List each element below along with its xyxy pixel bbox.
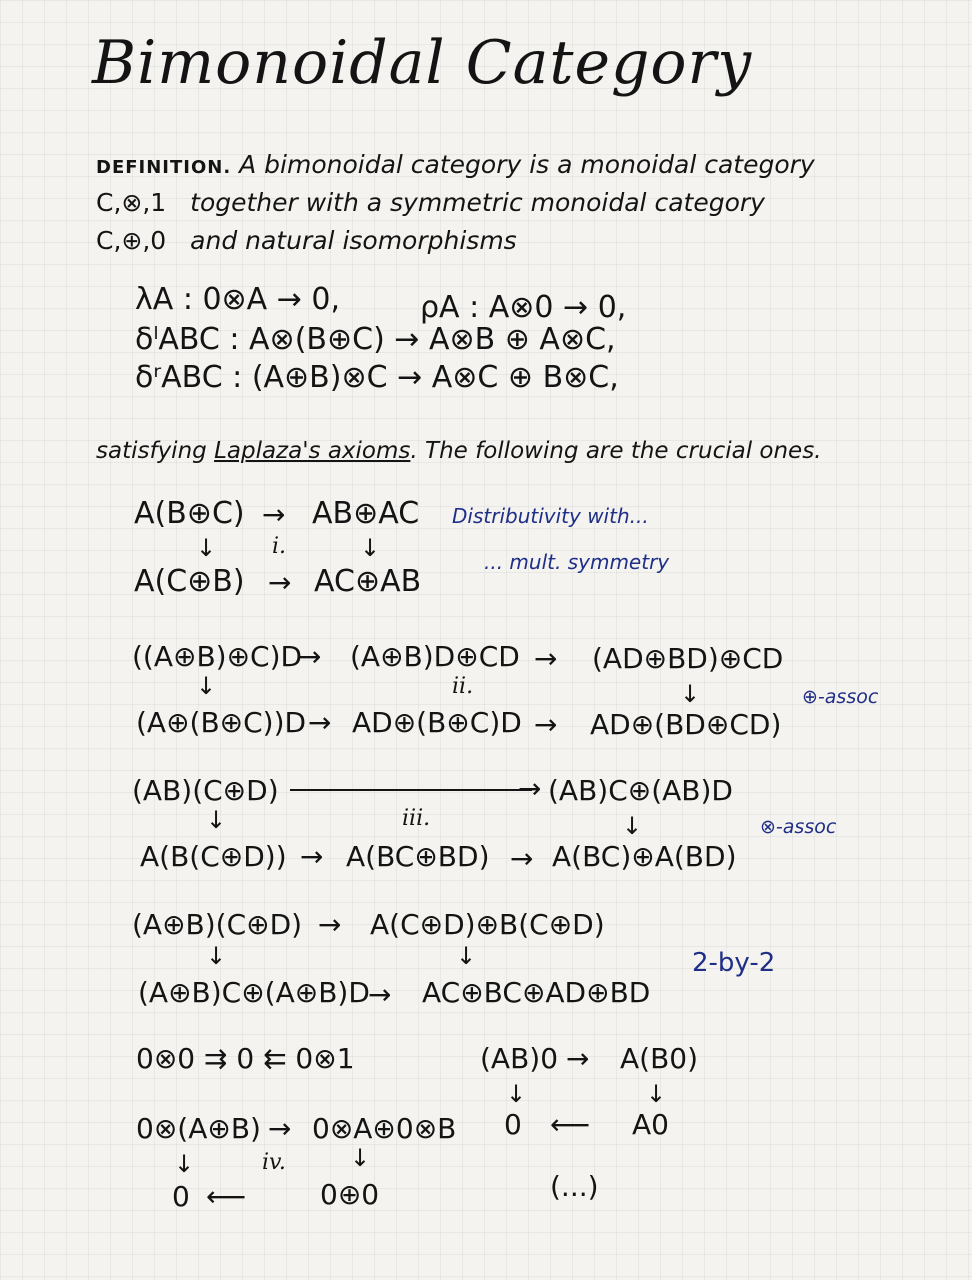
iso-lambda: λA : 0⊗A → 0,: [135, 282, 341, 317]
d1-bottom-right: AC⊕AB: [314, 564, 422, 599]
d6-left-arrow: ↓: [506, 1080, 527, 1108]
d2-bottom-3: AD⊕(BD⊕CD): [590, 708, 782, 741]
d1-top-left: A(B⊕C): [134, 496, 245, 531]
d1-bottom-left: A(C⊕B): [134, 564, 245, 599]
definition-text-3: and natural isomorphisms: [190, 226, 517, 255]
definition-label: DEFINITION.: [96, 157, 232, 178]
definition-line-3: [96, 226, 517, 255]
d1-right-arrow: ↓: [360, 534, 381, 562]
d5-bottom-2: 0⊕0: [320, 1178, 380, 1211]
d2-right-arrow: ↓: [680, 680, 701, 708]
d2-top-2: (A⊕B)D⊕CD: [350, 640, 520, 673]
satisfying-pre: satisfying: [96, 438, 207, 464]
d1-note-2: ... mult. symmetry: [484, 550, 670, 574]
iso-rho: ρA : A⊗0 → 0,: [420, 290, 627, 325]
d2-top-arrow-2: →: [534, 642, 558, 675]
d2-bottom-2: AD⊕(B⊕C)D: [352, 706, 522, 739]
d6-top-2: A(B0): [620, 1042, 699, 1075]
d2-note: ⊕-assoc: [802, 686, 879, 708]
definition-text-1: A bimonoidal category is a monoidal category: [239, 150, 815, 179]
d2-top-3: (AD⊕BD)⊕CD: [592, 642, 784, 675]
d4-note: 2-by-2: [692, 948, 776, 978]
d3-label: iii.: [402, 806, 431, 831]
d6-top-arrow: →: [566, 1042, 590, 1075]
d3-bottom-3: A(BC)⊕A(BD): [552, 840, 737, 873]
d5-right-arrow: ↓: [350, 1144, 371, 1172]
d4-top-2: A(C⊕D)⊕B(C⊕D): [370, 908, 605, 941]
d6-bottom-1: 0: [504, 1108, 522, 1141]
d3-note: ⊗-assoc: [760, 816, 837, 838]
d5-label: iv.: [262, 1150, 286, 1175]
d2-bottom-arrow-2: →: [534, 708, 558, 741]
d3-bottom-1: A(B(C⊕D)): [140, 840, 287, 873]
d4-bottom-arrow: →: [368, 978, 392, 1011]
satisfying-line: [96, 438, 822, 464]
d4-right-arrow: ↓: [456, 942, 477, 970]
d5-top: 0⊗0 ⇉ 0 ⇇ 0⊗1: [136, 1042, 355, 1075]
d6-etc: (...): [550, 1170, 599, 1203]
d6-top-1: (AB)0: [480, 1042, 559, 1075]
d2-label: ii.: [452, 674, 474, 699]
definition-line-2: [96, 188, 765, 217]
definition-text-2: together with a symmetric monoidal category: [190, 188, 765, 217]
d5-mid-arrow: →: [268, 1112, 292, 1145]
d1-label: i.: [272, 534, 287, 559]
d6-bottom-arrow: ⟵: [550, 1108, 591, 1141]
page-title: Bimonoidal Category: [92, 28, 753, 98]
d2-bottom-arrow-1: →: [308, 706, 332, 739]
satisfying-post: . The following are the crucial ones.: [410, 438, 822, 464]
d5-bottom-arrow: ⟵: [206, 1180, 247, 1213]
d4-bottom-2: AC⊕BC⊕AD⊕BD: [422, 976, 651, 1009]
d2-bottom-1: (A⊕(B⊕C))D: [136, 706, 307, 739]
d3-left-arrow: ↓: [206, 806, 227, 834]
d2-top-arrow-1: →: [298, 640, 322, 673]
d1-bottom-arrow: →: [268, 566, 292, 599]
d6-bottom-2: A0: [632, 1108, 669, 1141]
d4-bottom-1: (A⊕B)C⊕(A⊕B)D: [138, 976, 370, 1009]
d5-mid-1: 0⊗(A⊕B): [136, 1112, 261, 1145]
d6-right-arrow: ↓: [646, 1080, 667, 1108]
d3-bottom-arrow-2: →: [510, 842, 534, 875]
d3-top-2: (AB)C⊕(AB)D: [548, 774, 733, 807]
d1-left-arrow: ↓: [196, 534, 217, 562]
d3-bottom-2: A(BC⊕BD): [346, 840, 490, 873]
iso-delta-right: δʳABC : (A⊕B)⊗C → A⊗C ⊕ B⊗C,: [135, 360, 619, 395]
d3-bottom-arrow-1: →: [300, 840, 324, 873]
d2-left-arrow: ↓: [196, 672, 217, 700]
d3-right-arrow: ↓: [622, 812, 643, 840]
d1-note-1: Distributivity with...: [452, 504, 649, 528]
d4-top-1: (A⊕B)(C⊕D): [132, 908, 303, 941]
d3-long-arrow-head: →: [518, 772, 542, 805]
d4-top-arrow: →: [318, 908, 342, 941]
symmetric-monoidal-structure: C,⊕,0: [96, 226, 167, 255]
definition-line-1: [96, 150, 815, 179]
d3-top-1: (AB)(C⊕D): [132, 774, 279, 807]
d5-mid-2: 0⊗A⊕0⊗B: [312, 1112, 457, 1145]
d2-top-1: ((A⊕B)⊕C)D: [132, 640, 303, 673]
iso-delta-left: δˡABC : A⊗(B⊕C) → A⊗B ⊕ A⊗C,: [135, 322, 616, 357]
d1-top-right: AB⊕AC: [312, 496, 420, 531]
d1-top-arrow: →: [262, 498, 286, 531]
d5-bottom-1: 0: [172, 1180, 190, 1213]
d5-left-arrow: ↓: [174, 1150, 195, 1178]
monoidal-structure: C,⊗,1: [96, 188, 167, 217]
laplaza-axioms-link: Laplaza's axioms: [214, 438, 411, 464]
d3-long-arrow: [290, 789, 532, 791]
d4-left-arrow: ↓: [206, 942, 227, 970]
